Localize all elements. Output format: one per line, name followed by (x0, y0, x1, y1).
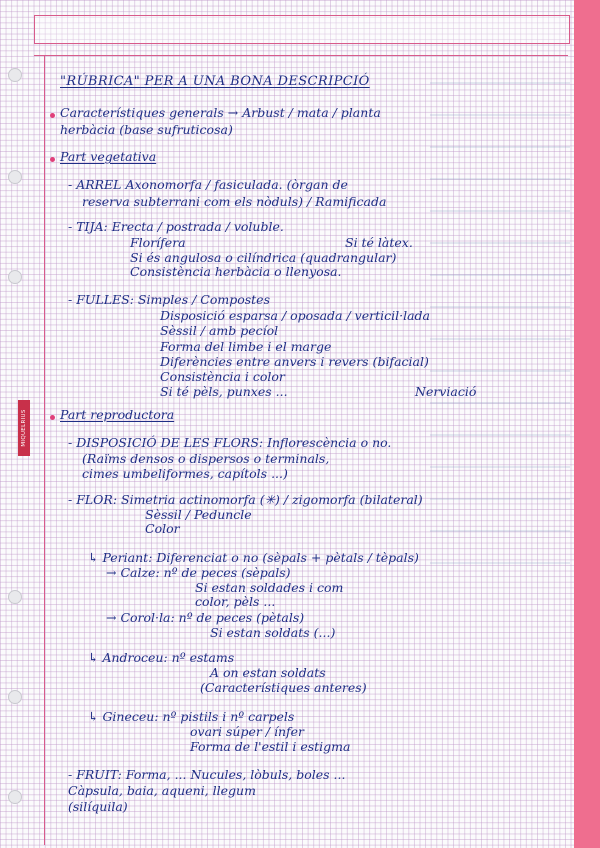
tija-line-1: - TIJA: Erecta / postrada / voluble. (68, 219, 284, 234)
fulles-line-3: Sèssil / amb pecíol (160, 323, 279, 338)
androceu-line-2: A on estan soldats (210, 665, 326, 680)
note-title: "RÚBRICA" PER A UNA BONA DESCRIPCIÓ (60, 74, 370, 89)
punch-hole (8, 170, 22, 184)
header-rule (34, 55, 568, 56)
disposicio-line-1: - DISPOSICIÓ DE LES FLORS: Inflorescència o no. (68, 435, 392, 450)
fulles-line-1: - FULLES: Simples / Compostes (68, 292, 270, 307)
bullet (50, 157, 55, 162)
punch-hole (8, 790, 22, 804)
fulles-line-4: Forma del limbe i el marge (160, 339, 332, 354)
periant-line-6: Si estan soldats (...) (210, 625, 336, 640)
bullet (50, 415, 55, 420)
general-line-2: herbàcia (base sufruticosa) (60, 122, 233, 137)
disposicio-line-3: cimes umbeliformes, capítols ...) (82, 466, 288, 481)
periant-line-4: color, pèls ... (195, 594, 276, 609)
header-box (34, 15, 570, 44)
flor-line-3: Color (145, 521, 180, 536)
brand-tab (18, 400, 30, 456)
punch-hole (8, 270, 22, 284)
gineceu-line-2: ovari súper / ínfer (190, 724, 305, 739)
arrel-line-1: - ARREL Axonomorfa / fasiculada. (òrgan de (68, 177, 348, 192)
page-edge-strip (574, 0, 600, 848)
margin-rule (44, 55, 45, 845)
punch-hole (8, 690, 22, 704)
bullet (50, 113, 55, 118)
flor-line-2: Sèssil / Peduncle (145, 507, 252, 522)
periant-line-5: → Corol·la: nº de peces (pètals) (106, 610, 305, 625)
tija-line-4: Si és angulosa o cilíndrica (quadrangular) (130, 250, 397, 265)
androceu-line-3: (Característiques anteres) (200, 680, 367, 695)
androceu-line-1: ↳ Androceu: nº estams (88, 650, 235, 665)
fulles-line-7: Si té pèls, punxes ... (160, 384, 288, 399)
fulles-line-6: Consistència i color (160, 369, 285, 384)
punch-hole (8, 68, 22, 82)
brand-label: MIQUELRIUS (21, 409, 27, 447)
fruit-line-2: Càpsula, baia, aqueni, llegum (68, 783, 256, 798)
disposicio-line-2: (Raïms densos o dispersos o terminals, (82, 451, 330, 466)
bleed-through (430, 60, 570, 600)
section-heading-reproductora: Part reproductora (60, 407, 175, 422)
periant-line-1: ↳ Periant: Diferenciat o no (sèpals + pètals / tèpals) (88, 550, 419, 565)
tija-line-2: Florífera (130, 235, 186, 250)
tija-line-5: Consistència herbàcia o llenyosa. (130, 264, 342, 279)
fruit-line-3: (silíquila) (68, 799, 128, 814)
gineceu-line-1: ↳ Gineceu: nº pistils i nº carpels (88, 709, 295, 724)
periant-line-2: → Calze: nº de peces (sèpals) (106, 565, 291, 580)
flor-line-1: - FLOR: Simetria actinomorfa (✳) / zigomorfa (bilateral) (68, 492, 423, 507)
fulles-line-8: Nerviació (415, 384, 477, 399)
general-line-1: Característiques generals → Arbust / mata / planta (60, 105, 381, 120)
section-heading-vegetativa: Part vegetativa (60, 149, 157, 164)
arrel-line-2: reserva subterrani com els nòduls) / Ramificada (82, 194, 387, 209)
fulles-line-2: Disposició esparsa / oposada / verticil·lada (160, 308, 431, 323)
gineceu-line-3: Forma de l'estil i estigma (190, 739, 351, 754)
fulles-line-5: Diferències entre anvers i revers (bifacial) (160, 354, 429, 369)
punch-hole (8, 590, 22, 604)
tija-line-3: Si té làtex. (345, 235, 413, 250)
fruit-line-1: - FRUIT: Forma, ... Nucules, lòbuls, boles ... (68, 767, 346, 782)
periant-line-3: Si estan soldades i com (195, 580, 344, 595)
